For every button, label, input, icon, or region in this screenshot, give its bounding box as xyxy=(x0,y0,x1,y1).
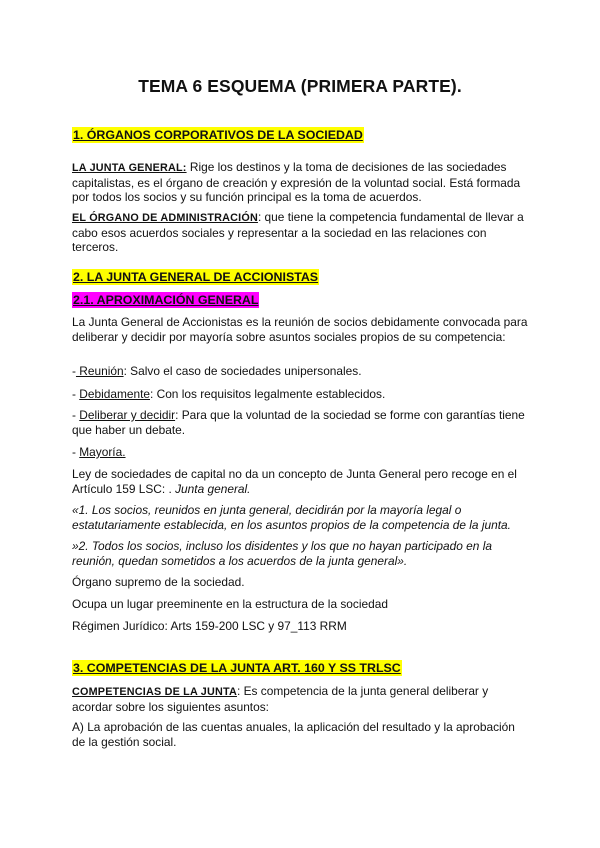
section-3-heading: 3. COMPETENCIAS DE LA JUNTA ART. 160 Y SS TRLSC xyxy=(73,661,401,675)
section-2-heading: 2. LA JUNTA GENERAL DE ACCIONISTAS xyxy=(73,270,319,284)
bullet-deliberar xyxy=(72,408,530,437)
junta-general-text: Rige los destinos y la toma de decisiones de las sociedades capitalistas, es el órgano de creación y expresión de la voluntad social. Está formada por todos los socios y su función principal es la toma de acuerdos. xyxy=(72,160,521,204)
bullet-dash: - xyxy=(72,387,80,401)
intro-paragraph: La Junta General de Accionistas es la reunión de socios debidamente convocada para deliberar y decidir por mayoría sobre asuntos sociales propios de su competencia: xyxy=(72,315,528,344)
page-title: TEMA 6 ESQUEMA (PRIMERA PARTE). xyxy=(138,76,462,96)
debidamente-term: Debidamente xyxy=(79,387,150,401)
organo-administracion-text: : que tiene la competencia fundamental de llevar a cabo esos acuerdos sociales y representar a la sociedad en las relaciones con terceros. xyxy=(72,210,524,254)
ocupa-line: Ocupa un lugar preeminente en la estructura de la sociedad xyxy=(72,597,388,611)
competencias-term: COMPETENCIAS DE LA JUNTA xyxy=(72,686,237,698)
organo-administracion-paragraph xyxy=(72,210,530,255)
bullet-dash: - xyxy=(72,364,76,378)
bullet-dash: - xyxy=(72,445,80,459)
quote-2: »2. Todos los socios, incluso los disidentes y los que no hayan participado en la reunión, quedan sometidos a los acuerdos de la junta general». xyxy=(72,539,492,568)
section-2-1-heading: 2.1. APROXIMACIÓN GENERAL xyxy=(73,293,259,307)
ley-italic: Junta general. xyxy=(175,481,251,496)
ley-text: Ley de sociedades de capital no da un concepto de Junta General pero recoge en el Artículo 159 LSC: . xyxy=(72,467,517,496)
deliberar-term: Deliberar y decidir xyxy=(79,408,176,422)
bullet-dash: - xyxy=(72,408,80,422)
organo-administracion-term: EL ÓRGANO DE ADMINISTRACIÓN xyxy=(72,212,258,224)
bullet-debidamente xyxy=(72,387,530,402)
competencias-paragraph xyxy=(72,684,530,714)
organo-supremo-line: Órgano supremo de la sociedad. xyxy=(72,575,245,589)
ley-paragraph xyxy=(72,467,530,496)
regimen-line: Régimen Jurídico: Arts 159-200 LSC y 97_113 RRM xyxy=(72,619,347,633)
junta-general-paragraph xyxy=(72,160,530,205)
competencias-text: : Es competencia de la junta general deliberar y acordar sobre los siguientes asuntos: xyxy=(72,684,489,714)
bullet-mayoria xyxy=(72,445,530,460)
competencia-a: A) La aprobación de las cuentas anuales, la aplicación del resultado y la aprobación de la gestión social. xyxy=(72,720,515,749)
section-1-heading: 1. ÓRGANOS CORPORATIVOS DE LA SOCIEDAD xyxy=(73,128,363,142)
deliberar-text: : Para que la voluntad de la sociedad se forme con garantías tiene que haber un debate. xyxy=(72,408,525,437)
bullet-reunion xyxy=(72,364,530,379)
debidamente-text: : Con los requisitos legalmente establecidos. xyxy=(150,387,386,401)
reunion-text: : Salvo el caso de sociedades unipersonales. xyxy=(123,364,362,378)
reunion-term: Reunión xyxy=(75,364,124,378)
quote-1: «1. Los socios, reunidos en junta general, decidirán por la mayoría legal o estatutariamente establecida, en los asuntos propios de la competencia de la junta. xyxy=(72,503,511,532)
junta-general-term: LA JUNTA GENERAL: xyxy=(72,162,187,174)
mayoria-term: Mayoría. xyxy=(79,445,126,459)
